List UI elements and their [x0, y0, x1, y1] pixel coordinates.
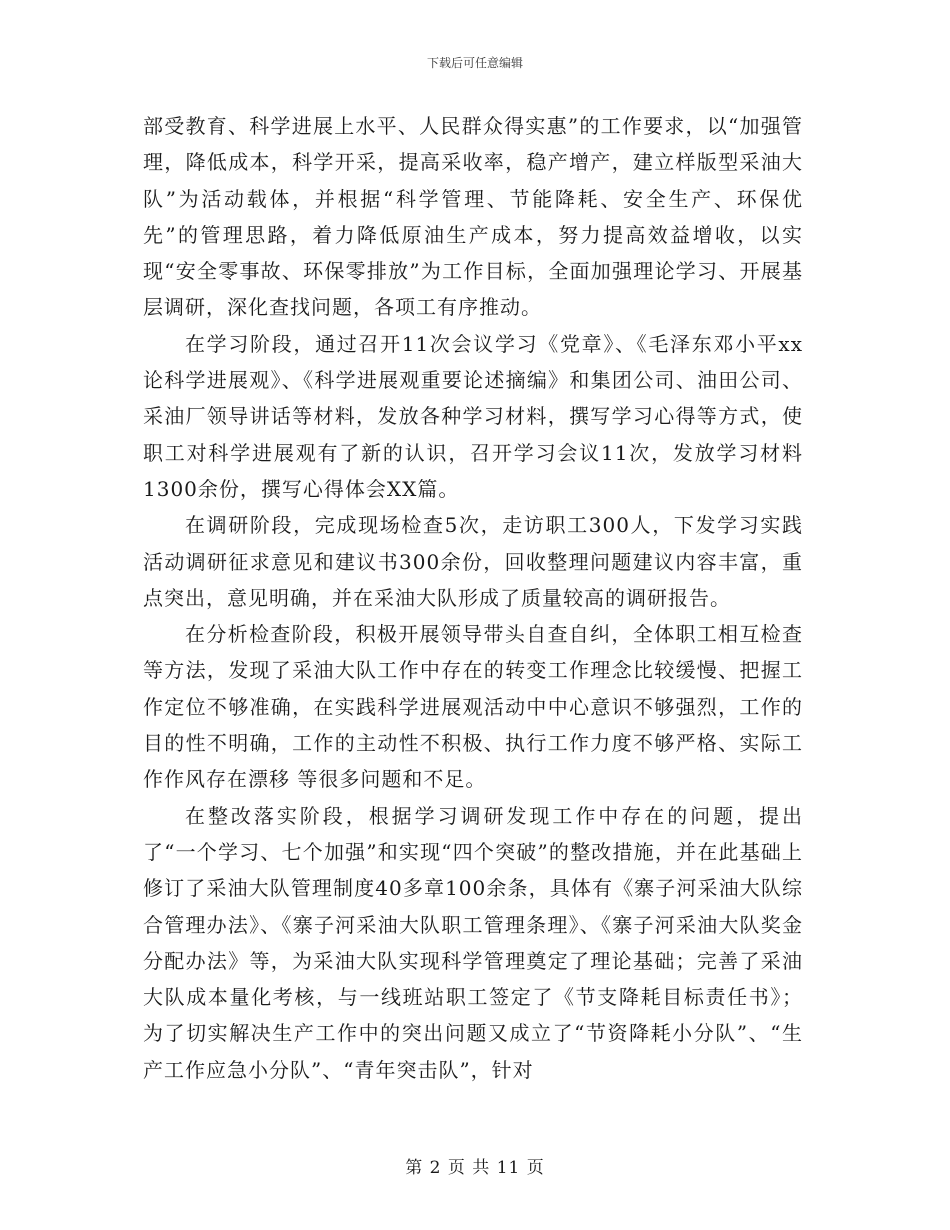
document-body: [143, 108, 803, 1088]
paragraph-analysis-stage: 在分析检查阶段，积极开展领导带头自查自纠，全体职工相互检查等方法，发现了采油大队工作中存在的转变工作理念比较缓慢、把握工作定位不够准确，在实践科学进展观活动中中心意识不够强烈，工作的目的性不明确，工作的主动性不积极、执行工作力度不够严格、实际工作作风存在漂移 等很多问题和不足。: [143, 622, 803, 792]
page-number-footer: 第 2 页 共 11 页: [405, 1158, 545, 1178]
paragraph-continued: 部受教育、科学进展上水平、人民群众得实惠”的工作要求，以“加强管理，降低成本，科学开采，提高采收率，稳产增产，建立样版型采油大队”为活动载体，并根据“科学管理、节能降耗、安全生产、环保优先”的管理思路，着力降低原油生产成本，努力提高效益增收，以实现“安全零事故、环保零排放”为工作目标，全面加强理论学习、开展基层调研，深化查找问题，各项工有序推动。: [143, 114, 803, 320]
paragraph-rectification-stage: 在整改落实阶段，根据学习调研发现工作中存在的问题，提出了“一个学习、七个加强”和实现“四个突破”的整改措施，并在此基础上修订了采油大队管理制度40多章100余条，具体有《寨子河采油大队综合管理办法》、《寨子河采油大队职工管理条理》、《寨子河采油大队奖金分配办法》等，为采油大队实现科学管理奠定了理论基础；完善了采油大队成本量化考核，与一线班站职工签定了《节支降耗目标责任书》；为了切实解决生产工作中的突出问题又成立了“节资降耗小分队”、“生产工作应急小分队”、“青年突击队”，针对: [143, 803, 803, 1082]
paragraph-research-stage: 在调研阶段，完成现场检查5次，走访职工300人，下发学习实践活动调研征求意见和建议书300余份，回收整理问题建议内容丰富，重点突出，意见明确，并在采油大队形成了质量较高的调研报告。: [143, 513, 803, 610]
header-note: 下载后可任意编辑: [426, 56, 523, 70]
paragraph-study-stage: 在学习阶段，通过召开11次会议学习《党章》、《毛泽东邓小平xx论科学进展观》、《科学进展观重要论述摘编》和集团公司、油田公司、采油厂领导讲话等材料，发放各种学习材料，撰写学习心得等方式，使职工对科学进展观有了新的认识，召开学习会议11次，发放学习材料1300余份，撰写心得体会XX篇。: [143, 331, 803, 501]
